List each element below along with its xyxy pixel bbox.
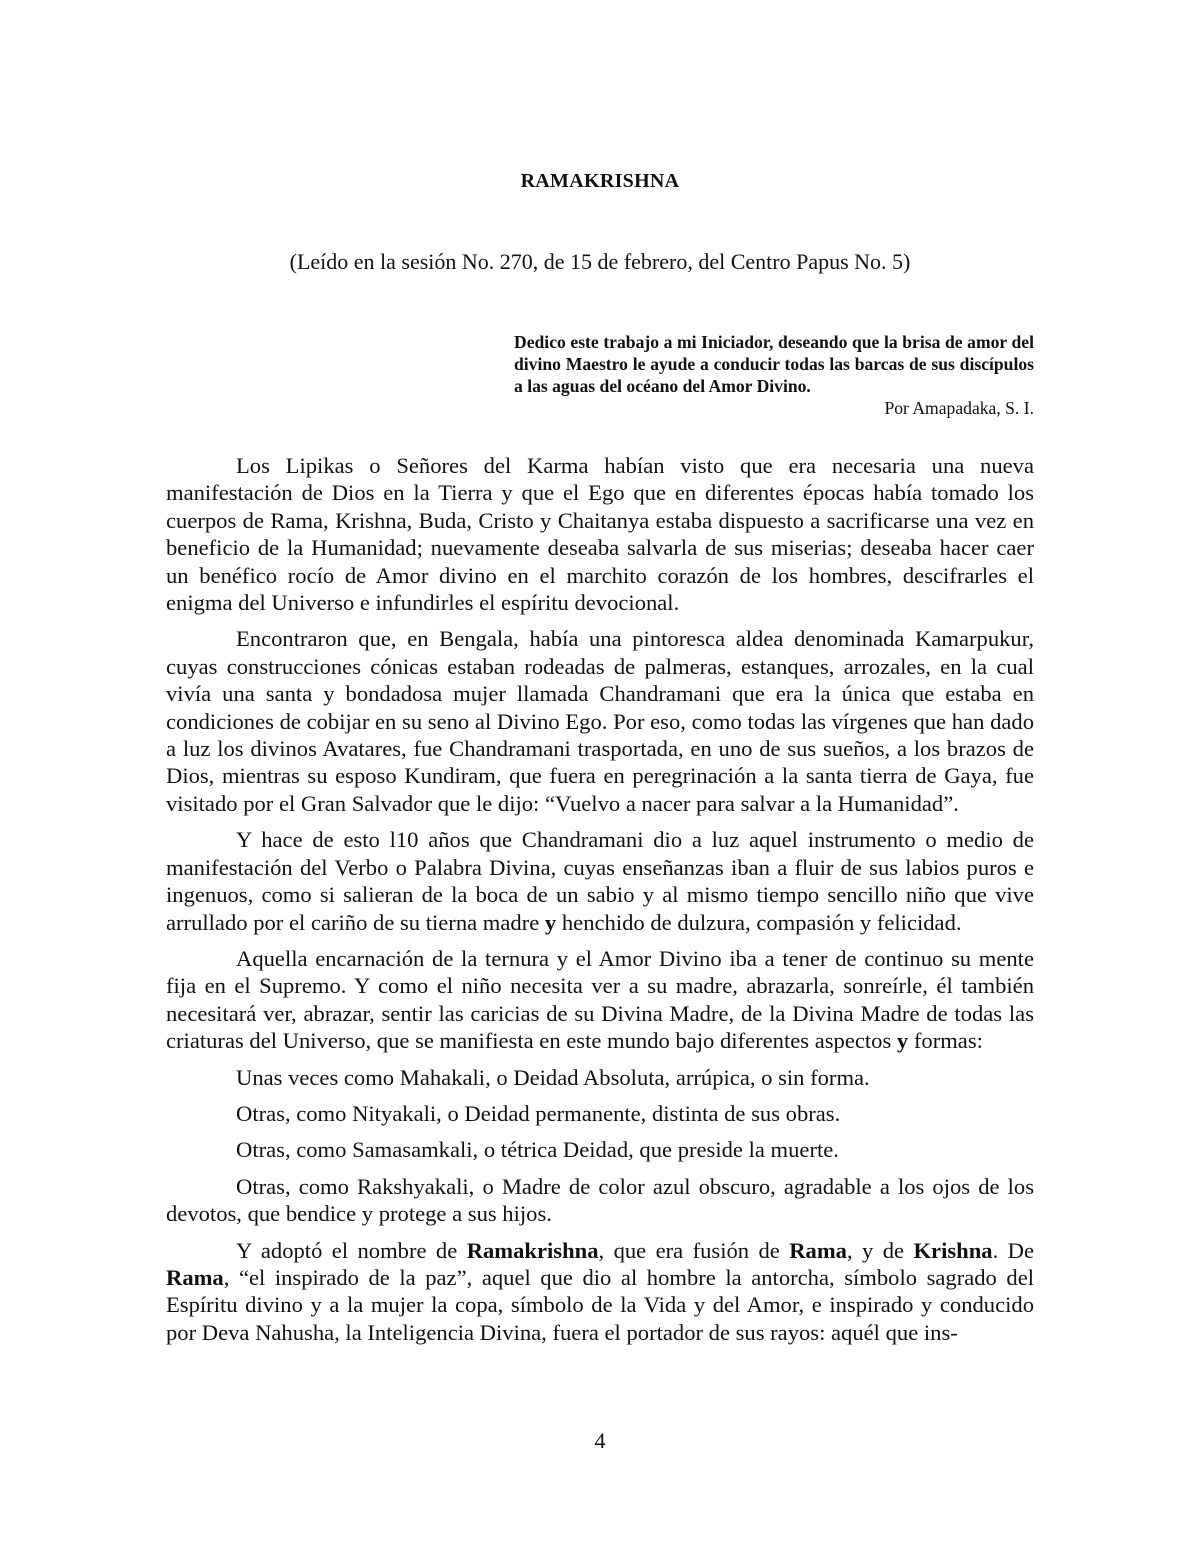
paragraph-3 xyxy=(166,826,1034,936)
paragraph-5-text-d: . De xyxy=(992,1237,1034,1263)
paragraph-5-text-a: Y adoptó el nombre de xyxy=(236,1237,458,1263)
list-item-nityakali: Otras, como Nityakali, o Deidad permanente, distinta de sus obras. xyxy=(236,1100,841,1126)
dedication-author: Por Amapadaka, S. I. xyxy=(884,398,1034,418)
page-title: RAMAKRISHNA xyxy=(520,170,680,192)
paragraph-5-text-c: , y de xyxy=(846,1237,905,1263)
paragraph-5-text-e: , “el inspirado de la paz”, aquel que dio al hombre la antorcha, símbolo sagrado del Espíritu divino y a la mujer la copa, símbolo de la Vida y del Amor, e inspirado y conducido por Deva Nahusha, la Inteligencia Divina, fuera el portador de sus rayos: aquél que ins- xyxy=(166,1264,1034,1345)
bold-rama: Rama xyxy=(789,1237,847,1263)
paragraph-3-text-b: henchido de dulzura, compasión y felicidad. xyxy=(561,909,962,935)
bold-rama-2: Rama xyxy=(166,1264,224,1290)
bold-ramakrishna: Ramakrishna xyxy=(466,1237,599,1263)
page-number: 4 xyxy=(594,1428,606,1453)
paragraph-1: Los Lipikas o Señores del Karma habían visto que era necesaria una nueva manifestación de Dios en la Tierra y que el Ego que en diferentes épocas había tomado los cuerpos de Rama, Krishna, Buda, Cristo y Chaitanya estaba dispuesto a sacrificarse una vez en beneficio de la Humanidad; nuevamente deseaba salvarla de sus miserias; deseaba hacer caer un benéfico rocío de Amor divino en el marchito corazón de los hombres, descifrarles el enigma del Universo e infundirles el espíritu devocional. xyxy=(166,453,1034,616)
body-text xyxy=(166,452,1034,1355)
paragraph-2: Encontraron que, en Bengala, había una pintoresca aldea denominada Kamarpukur, cuyas construcciones cónicas estaban rodeadas de palmeras, estanques, arrozales, en la cual vivía una santa y bondadosa mujer llamada Chandramani que era la única que estaba en condiciones de cobijar en su seno al Divino Ego. Por eso, como todas las vírgenes que han dado a luz los divinos Avatares, fue Chandramani trasportada, en uno de sus sueños, a los brazos de Dios, mientras su esposo Kundiram, que fuera en peregrinación a la santa tierra de Gaya, fue visitado por el Gran Salvador que le dijo: “Vuelvo a nacer para salvar a la Humanidad”. xyxy=(166,626,1034,816)
paragraph-5-text-b: , que era fusión de xyxy=(598,1237,780,1263)
page-subtitle: (Leído en la sesión No. 270, de 15 de febrero, del Centro Papus No. 5) xyxy=(289,249,911,274)
dedication-text: Dedico este trabajo a mi Iniciador, deseando que la brisa de amor del divino Maestro le ayude a conducir todas las barcas de sus discípulos a las aguas del océano del Amor Divino. xyxy=(514,332,1034,396)
paragraph-5 xyxy=(166,1237,1034,1347)
list-item-mahakali: Unas veces como Mahakali, o Deidad Absoluta, arrúpica, o sin forma. xyxy=(236,1064,870,1090)
list-item-samasamkali: Otras, como Samasamkali, o tétrica Deidad, que preside la muerte. xyxy=(236,1137,839,1163)
paragraph-4-text-a: Aquella encarnación de la ternura y el Amor Divino iba a tener de continuo su mente fija en el Supremo. Y como el niño necesita ver a su madre, abrazarla, sonreírle, él también necesitará ver, abrazar, sentir las caricias de su Divina Madre, de la Divina Madre de todas las criaturas del Universo, que se manifiesta en este mundo bajo diferentes aspectos xyxy=(166,945,1034,1054)
paragraph-4 xyxy=(166,945,1034,1055)
paragraph-4-text-b: formas: xyxy=(913,1028,983,1054)
paragraph-3-text-a: Y hace de esto l10 años que Chandramani dio a luz aquel instrumento o medio de manifestación del Verbo o Palabra Divina, cuyas enseñanzas iban a fluir de sus labios puros e ingenuos, como si salieran de la boca de un sabio y al mismo tiempo sencillo niño que vive arrullado por el cariño de su tierna madre xyxy=(166,827,1034,935)
list-item-rakshyakali: Otras, como Rakshyakali, o Madre de color azul obscuro, agradable a los ojos de los devotos, que bendice y protege a sus hijos. xyxy=(166,1173,1034,1227)
paragraph-3-bold-y: y xyxy=(544,909,557,935)
bold-krishna: Krishna xyxy=(913,1237,993,1263)
paragraph-4-bold-y: y xyxy=(896,1028,909,1054)
